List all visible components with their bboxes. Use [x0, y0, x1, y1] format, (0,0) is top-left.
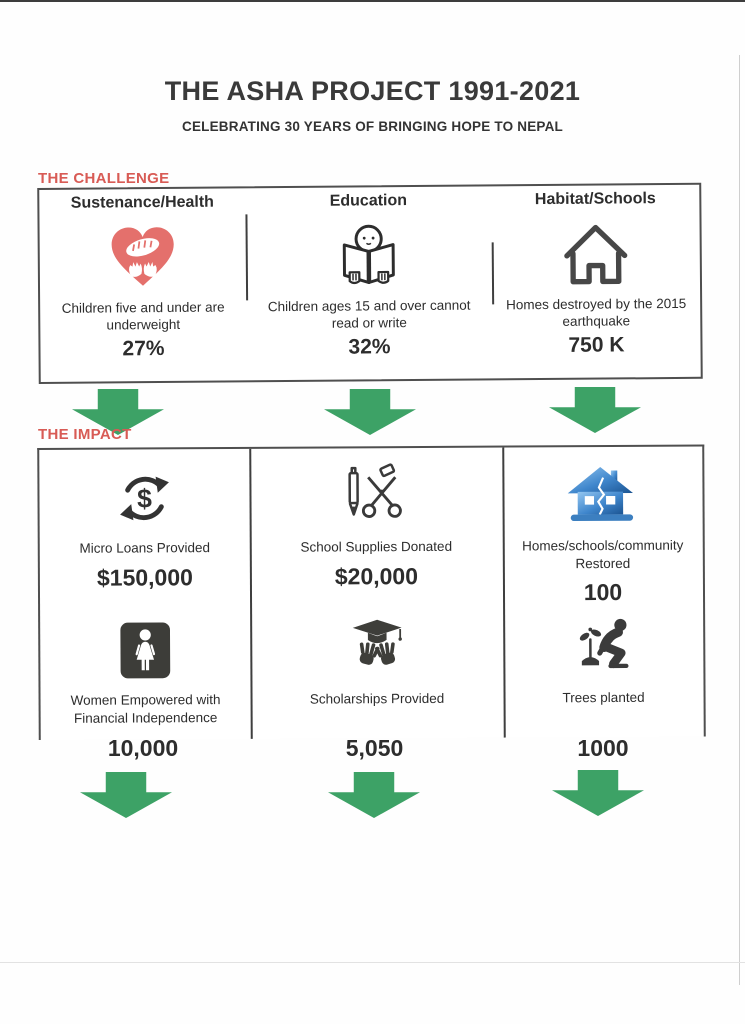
reading-child-icon: [245, 209, 492, 299]
down-arrow-icon: [328, 772, 420, 818]
impact-label: School Supplies Donated: [300, 538, 453, 555]
impact-box: [37, 445, 706, 740]
impact-label: Trees planted: [562, 689, 645, 706]
money-cycle-icon: [39, 457, 249, 540]
impact-cell-micro-loans: [39, 449, 250, 602]
impact-value: $150,000: [96, 563, 193, 591]
challenge-stat-value: 27%: [122, 336, 165, 361]
challenge-stat-value: 32%: [348, 334, 391, 359]
scan-artifact-line: [0, 962, 745, 963]
impact-label: Women Empowered with Financial Independence: [70, 692, 221, 726]
challenge-stat-text: Children ages 15 and over cannot read or write: [267, 297, 471, 331]
challenge-col-education: [245, 186, 493, 380]
scan-edge-right: [739, 55, 740, 985]
impact-heading: THE IMPACT: [38, 426, 132, 443]
challenge-box: [37, 183, 703, 384]
tree-planting-icon: [503, 607, 703, 690]
challenge-col-habitat: [491, 185, 701, 379]
column-header: Habitat/Schools: [534, 190, 656, 209]
column-header: Education: [329, 192, 408, 210]
impact-value: 100: [583, 579, 623, 606]
impact-cell-scholarships: [250, 600, 504, 739]
page-subtitle: CELEBRATING 30 YEARS OF BRINGING HOPE TO NEPAL: [182, 119, 563, 134]
challenge-col-sustenance: [39, 188, 247, 382]
house-outline-icon: [491, 208, 700, 298]
impact-label: Scholarships Provided: [309, 690, 445, 707]
down-arrow-icon: [552, 770, 644, 816]
page-title: THE ASHA PROJECT 1991-2021: [164, 76, 581, 106]
scan-edge-top: [0, 0, 745, 2]
impact-value: 5,050: [345, 735, 404, 761]
impact-cell-school-supplies: [249, 448, 503, 601]
cracked-house-icon: [502, 455, 702, 538]
impact-label: Micro Loans Provided: [79, 540, 211, 556]
impact-value: $20,000: [334, 562, 419, 589]
woman-pictogram-icon: [40, 609, 250, 692]
down-arrow-icon: [324, 389, 416, 435]
school-supplies-icon: [249, 456, 502, 539]
impact-label: Homes/schools/community Restored: [522, 537, 684, 571]
heart-bread-icon: [39, 211, 246, 301]
impact-value: 1000: [577, 735, 629, 761]
challenge-heading: THE CHALLENGE: [38, 170, 170, 187]
impact-value: 10,000: [107, 735, 179, 761]
impact-cell-women-empowered: [40, 601, 251, 740]
challenge-stat-text: Homes destroyed by the 2015 earthquake: [506, 295, 687, 329]
impact-cell-homes-restored: [502, 447, 703, 606]
svg-text:$: $: [137, 483, 152, 514]
challenge-stat-text: Children five and under are underweight: [61, 299, 225, 333]
impact-cell-trees-planted: [503, 599, 704, 738]
column-header: Sustenance/Health: [70, 193, 214, 212]
down-arrow-icon: [549, 387, 641, 433]
challenge-stat-value: 750 K: [568, 333, 625, 357]
down-arrow-icon: [80, 772, 172, 818]
scholarship-icon: [250, 608, 503, 691]
